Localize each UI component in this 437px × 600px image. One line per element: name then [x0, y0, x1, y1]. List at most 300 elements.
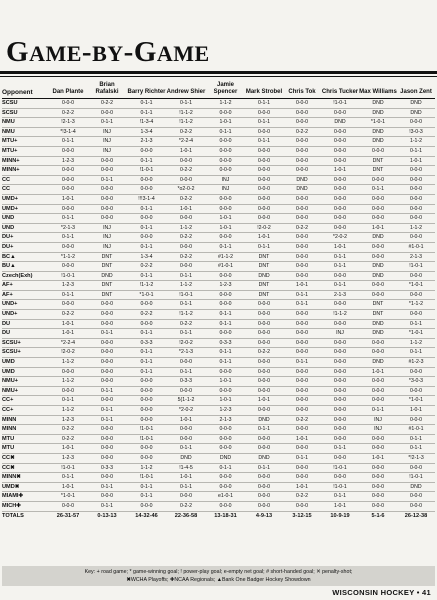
stat-cell: 1-0-1 [166, 473, 206, 483]
stat-cell: 0-0-0 [206, 194, 245, 204]
stat-cell: 1-0-1 [49, 482, 87, 492]
game-by-game-table [2, 80, 435, 520]
totals-cell: 4-9-13 [245, 511, 283, 520]
stat-cell: DND [359, 329, 397, 339]
stat-cell: 1-1-2 [49, 377, 87, 387]
stat-cell: DND [87, 271, 127, 281]
stat-cell: 0-1-1 [397, 319, 435, 329]
stat-cell: 0-0-0 [245, 166, 283, 176]
stat-cell: DND [359, 99, 397, 109]
stat-cell: 0-0-0 [245, 358, 283, 368]
stat-cell: 0-0-0 [283, 146, 321, 156]
stat-cell: 0-0-0 [321, 185, 359, 195]
table-row [2, 425, 435, 435]
stat-cell: !2-0-2 [245, 223, 283, 233]
stat-cell: 0-2-2 [245, 348, 283, 358]
stat-cell: 0-0-0 [283, 262, 321, 272]
stat-cell: 0-0-0 [283, 214, 321, 224]
stat-cell: 0-1-1 [397, 146, 435, 156]
stat-cell: !1-0-1 [397, 473, 435, 483]
stat-cell: 0-0-0 [206, 425, 245, 435]
opponent-cell: BC▲ [2, 252, 49, 262]
stat-cell: !2-0-2 [49, 348, 87, 358]
stat-cell: 0-1-1 [245, 137, 283, 147]
stat-cell: !1-0-1 [321, 482, 359, 492]
stat-cell: 0-0-0 [283, 204, 321, 214]
opponent-cell: MINN+ [2, 156, 49, 166]
stat-cell: 0-1-1 [397, 348, 435, 358]
stat-cell: 1-1-2 [49, 358, 87, 368]
stat-cell: DNT [245, 252, 283, 262]
stat-cell: 0-2-2 [49, 310, 87, 320]
stat-cell: *1-0-1 [49, 492, 87, 502]
stat-cell: 0-0-0 [245, 175, 283, 185]
stat-cell: 0-0-0 [397, 501, 435, 511]
totals-cell: 3-12-15 [283, 511, 321, 520]
totals-cell: 26-31-57 [49, 511, 87, 520]
stat-cell: 0-0-0 [166, 156, 206, 166]
opponent-cell: DU [2, 329, 49, 339]
stat-cell: 0-0-0 [283, 348, 321, 358]
stat-cell: DND [283, 175, 321, 185]
stat-cell: 0-0-0 [283, 118, 321, 128]
stat-cell: 0-3-3 [87, 463, 127, 473]
stat-cell: *1-0-1 [397, 281, 435, 291]
stat-cell: 0-1-1 [127, 99, 166, 109]
stat-cell: 0-1-1 [206, 127, 245, 137]
stat-cell: 1-0-1 [166, 415, 206, 425]
stat-cell: e1-0-1 [206, 492, 245, 502]
stat-cell: DND [359, 108, 397, 118]
stat-cell: 0-0-0 [359, 252, 397, 262]
stat-cell: #1-1-2 [206, 252, 245, 262]
stat-cell: 0-0-0 [321, 108, 359, 118]
stat-cell: 0-1-1 [245, 99, 283, 109]
stat-cell: 0-0-0 [245, 386, 283, 396]
stat-cell: 0-0-0 [397, 166, 435, 176]
stat-cell: DND [166, 453, 206, 463]
stat-cell: 0-0-0 [359, 473, 397, 483]
column-header-player: Andrew Shier [166, 80, 206, 99]
stat-cell: 0-1-1 [166, 367, 206, 377]
stat-cell: 0-1-1 [49, 473, 87, 483]
stat-cell: 0-0-0 [87, 108, 127, 118]
stat-cell: !2-1-3 [49, 118, 87, 128]
table-row [2, 386, 435, 396]
stat-cell: 1-0-1 [206, 118, 245, 128]
stat-cell: 0-1-1 [321, 492, 359, 502]
stat-cell: 0-2-2 [283, 415, 321, 425]
stat-cell: 0-0-0 [359, 242, 397, 252]
stat-cell: INJ [87, 233, 127, 243]
stat-cell: 0-0-0 [359, 463, 397, 473]
opponent-cell: CC [2, 185, 49, 195]
table-row [2, 127, 435, 137]
stat-cell: 0-0-0 [283, 463, 321, 473]
stat-cell: 1-0-1 [359, 223, 397, 233]
stat-cell: !1-1-2 [166, 310, 206, 320]
stat-cell: 0-0-0 [166, 386, 206, 396]
table-row [2, 300, 435, 310]
stat-cell: *1-0-1 [127, 290, 166, 300]
stat-cell: 0-1-1 [127, 492, 166, 502]
stat-cell: !1-1-2 [166, 108, 206, 118]
totals-row [2, 511, 435, 520]
stat-cell: 0-2-2 [166, 194, 206, 204]
stat-cell: !1-0-1 [127, 425, 166, 435]
stat-cell: 0-1-1 [245, 242, 283, 252]
stat-cell: 0-0-0 [245, 319, 283, 329]
stat-cell: 0-1-1 [166, 271, 206, 281]
stat-cell: 0-1-1 [49, 233, 87, 243]
stat-cell: 1-0-1 [49, 319, 87, 329]
stat-cell: !1-3-4 [127, 118, 166, 128]
column-header-player: Barry Richter [127, 80, 166, 99]
opponent-cell: CC [2, 175, 49, 185]
stat-cell: 1-0-1 [49, 194, 87, 204]
stat-cell: 0-0-0 [87, 194, 127, 204]
stat-cell: 0-0-0 [206, 300, 245, 310]
stat-cell: 0-0-0 [397, 185, 435, 195]
stat-cell: 0-0-0 [283, 194, 321, 204]
stat-cell: INJ [87, 146, 127, 156]
stat-cell: 0-0-0 [206, 146, 245, 156]
stat-cell: 0-1-1 [127, 329, 166, 339]
stat-cell: 0-0-0 [206, 108, 245, 118]
stat-cell: 1-2-3 [49, 156, 87, 166]
stat-cell: 1-0-1 [397, 406, 435, 416]
stat-cell: 0-1-1 [87, 501, 127, 511]
stat-cell: 0-0-0 [49, 175, 87, 185]
stat-cell: 0-0-0 [245, 434, 283, 444]
stat-cell: 1-1-2 [166, 223, 206, 233]
stat-cell: 1-0-1 [206, 223, 245, 233]
stat-cell: 0-0-0 [127, 233, 166, 243]
stat-cell: 0-0-0 [166, 175, 206, 185]
game-by-game-table-wrapper [2, 80, 435, 520]
table-row [2, 367, 435, 377]
stat-cell: 0-0-0 [245, 406, 283, 416]
table-row [2, 329, 435, 339]
stat-cell: 0-0-0 [87, 300, 127, 310]
stat-cell: DND [359, 262, 397, 272]
stat-cell: 0-0-0 [321, 415, 359, 425]
stat-cell: DNT [245, 262, 283, 272]
stat-cell: 0-0-0 [321, 175, 359, 185]
stat-cell: 0-1-1 [245, 118, 283, 128]
table-row [2, 415, 435, 425]
stat-cell: 1-1-2 [206, 99, 245, 109]
totals-cell: 10-9-19 [321, 511, 359, 520]
stat-cell: 1-0-1 [206, 377, 245, 387]
stat-cell: #1-0-1 [397, 425, 435, 435]
stat-cell: *2-2-4 [49, 338, 87, 348]
stat-cell: 1-1-2 [397, 223, 435, 233]
stat-cell: 0-0-0 [397, 214, 435, 224]
stat-cell: 0-0-0 [245, 194, 283, 204]
stat-cell: 2-1-3 [397, 252, 435, 262]
stat-cell: 0-0-0 [49, 300, 87, 310]
stat-cell: 1-0-1 [397, 156, 435, 166]
table-row [2, 473, 435, 483]
stat-cell: 1-0-1 [245, 396, 283, 406]
stat-cell: #1-0-1 [397, 242, 435, 252]
stat-cell: 0-0-0 [321, 473, 359, 483]
opponent-cell: MINN✖ [2, 473, 49, 483]
stat-cell: 0-0-0 [87, 377, 127, 387]
opponent-cell: NMU+ [2, 377, 49, 387]
stat-cell: !1-0-1 [127, 166, 166, 176]
stat-cell: 0-0-0 [87, 214, 127, 224]
opponent-cell: MTU+ [2, 137, 49, 147]
stat-cell: 0-0-0 [49, 166, 87, 176]
stat-cell: 0-2-2 [166, 319, 206, 329]
stat-cell: 0-0-0 [359, 146, 397, 156]
stat-cell: DNT [359, 166, 397, 176]
stat-cell: 0-1-1 [397, 444, 435, 454]
stat-cell: 0-0-0 [206, 204, 245, 214]
stat-cell: 0-0-0 [49, 242, 87, 252]
opponent-cell: Czech(Exh) [2, 271, 49, 281]
stat-cell: DND [245, 415, 283, 425]
opponent-cell: SCSU [2, 99, 49, 109]
opponent-cell: SCSU [2, 108, 49, 118]
key-line-2: ✖WCHA Playoffs; ✚NCAA Regionals; ▲Bank One Badger Hockey Showdown [126, 577, 311, 583]
stat-cell: 0-1-1 [49, 396, 87, 406]
stat-cell: 0-0-0 [206, 271, 245, 281]
table-row [2, 156, 435, 166]
stat-cell: 0-0-0 [206, 156, 245, 166]
table-row [2, 118, 435, 128]
opponent-cell: UND+ [2, 300, 49, 310]
stat-cell: 0-0-0 [283, 501, 321, 511]
stat-cell: #1-0-1 [206, 262, 245, 272]
stat-cell: 0-1-1 [166, 300, 206, 310]
stat-cell: 0-0-0 [283, 233, 321, 243]
stat-cell: 0-0-0 [49, 501, 87, 511]
stat-cell: !1-1-2 [127, 281, 166, 291]
table-row [2, 194, 435, 204]
stat-cell: 0-0-0 [166, 242, 206, 252]
stat-cell: 1-0-1 [166, 204, 206, 214]
stat-cell: 0-0-0 [127, 501, 166, 511]
opponent-cell: AF+ [2, 290, 49, 300]
stat-cell: 0-0-0 [245, 473, 283, 483]
stat-cell: 0-0-0 [283, 444, 321, 454]
stat-cell: 0-0-0 [245, 329, 283, 339]
stat-cell: 0-0-0 [321, 396, 359, 406]
table-row [2, 319, 435, 329]
stat-cell: !!!3-1-4 [127, 194, 166, 204]
totals-cell: 5-1-6 [359, 511, 397, 520]
table-row [2, 137, 435, 147]
table-row [2, 492, 435, 502]
stat-cell: 0-0-0 [87, 338, 127, 348]
stat-cell: 0-0-0 [87, 166, 127, 176]
stat-cell: 1-0-1 [321, 501, 359, 511]
stat-cell: 0-1-1 [87, 175, 127, 185]
opponent-cell: SCSU+ [2, 338, 49, 348]
opponent-cell: UMD [2, 367, 49, 377]
stat-cell: DND [206, 453, 245, 463]
stat-cell: 0-0-0 [166, 492, 206, 502]
stat-cell: 0-0-0 [127, 300, 166, 310]
stat-cell: 0-0-0 [127, 175, 166, 185]
stat-cell: DNT [87, 252, 127, 262]
stat-cell: 0-1-1 [283, 290, 321, 300]
stat-cell: 0-2-2 [166, 166, 206, 176]
stat-cell: 0-0-0 [359, 482, 397, 492]
stat-cell: 0-1-1 [321, 281, 359, 291]
stat-cell: 0-0-0 [283, 425, 321, 435]
stat-cell: INJ [359, 415, 397, 425]
table-row [2, 214, 435, 224]
stat-cell: DNT [87, 290, 127, 300]
stat-cell: 0-0-0 [49, 185, 87, 195]
stat-cell: 0-0-0 [359, 204, 397, 214]
stat-cell: 1-2-3 [49, 453, 87, 463]
stat-cell: 0-0-0 [245, 204, 283, 214]
stat-cell: 0-0-0 [359, 194, 397, 204]
stat-cell: INJ [206, 185, 245, 195]
stat-cell: *!3-1-4 [49, 127, 87, 137]
table-row [2, 146, 435, 156]
table-row [2, 281, 435, 291]
stat-cell: DND [359, 319, 397, 329]
stat-cell: 0-0-0 [245, 108, 283, 118]
stat-cell: 0-0-0 [245, 310, 283, 320]
stat-cell: 0-0-0 [87, 319, 127, 329]
stat-cell: 0-0-0 [321, 319, 359, 329]
stat-cell: 0-1-1 [127, 348, 166, 358]
stat-cell: 0-0-0 [359, 492, 397, 502]
totals-cell: 22-36-58 [166, 511, 206, 520]
stat-cell: DND [245, 453, 283, 463]
stat-cell: 1-0-1 [359, 453, 397, 463]
stat-cell: DND [359, 137, 397, 147]
opponent-cell: MTU+ [2, 146, 49, 156]
stat-cell: 0-0-0 [166, 214, 206, 224]
stat-cell: 0-0-0 [206, 386, 245, 396]
column-header-player: Max Williams [359, 80, 397, 99]
column-header-player: Chris Tucker [321, 80, 359, 99]
stat-cell: 0-0-0 [127, 386, 166, 396]
stat-cell: #1-2-3 [397, 358, 435, 368]
stat-cell: 1-2-3 [49, 281, 87, 291]
stat-cell: *1-0-1 [397, 329, 435, 339]
stat-cell: 0-0-0 [283, 252, 321, 262]
opponent-cell: MTU [2, 444, 49, 454]
totals-cell: 26-12-38 [397, 511, 435, 520]
stat-cell: 0-1-1 [127, 156, 166, 166]
stat-cell: 0-0-0 [206, 444, 245, 454]
stat-cell: 0-0-0 [321, 146, 359, 156]
opponent-cell: MIAMI✚ [2, 492, 49, 502]
stat-cell: 0-0-0 [49, 262, 87, 272]
stat-cell: 0-0-0 [206, 233, 245, 243]
table-row [2, 406, 435, 416]
stat-cell: 0-0-0 [245, 300, 283, 310]
stat-cell: *1-1-2 [49, 252, 87, 262]
stat-cell: 0-0-0 [359, 501, 397, 511]
stat-cell: 0-1-1 [245, 425, 283, 435]
column-header-player: Chris Tok [283, 80, 321, 99]
stat-cell: 0-2-2 [166, 501, 206, 511]
stat-cell: 0-0-0 [127, 444, 166, 454]
stat-cell: 1-2-3 [206, 406, 245, 416]
stat-cell: 0-1-1 [166, 482, 206, 492]
table-header-row [2, 80, 435, 99]
table-row [2, 166, 435, 176]
column-header-player: Mark Strobel [245, 80, 283, 99]
stat-cell: 0-0-0 [87, 358, 127, 368]
stat-cell: 0-0-0 [245, 444, 283, 454]
table-row [2, 262, 435, 272]
stat-cell: 0-1-1 [87, 415, 127, 425]
stat-cell: 0-1-1 [49, 290, 87, 300]
stat-cell: DND [359, 358, 397, 368]
stat-cell: 0-0-0 [49, 146, 87, 156]
table-row [2, 444, 435, 454]
stat-cell: 0-0-0 [397, 492, 435, 502]
stat-cell: 0-0-0 [359, 444, 397, 454]
stat-cell: 0-0-0 [359, 348, 397, 358]
column-header-player: Jamie Spencer [206, 80, 245, 99]
stat-cell: 0-1-1 [166, 444, 206, 454]
column-header-opponent: Opponent [2, 80, 49, 99]
stat-cell: 0-0-0 [87, 185, 127, 195]
table-row [2, 348, 435, 358]
stat-cell: 1-1-2 [49, 406, 87, 416]
stat-cell: DND [359, 127, 397, 137]
stat-cell: 0-0-0 [87, 204, 127, 214]
stat-cell: 0-1-1 [127, 482, 166, 492]
table-row [2, 271, 435, 281]
totals-cell: 14-32-46 [127, 511, 166, 520]
opponent-cell: BU▲ [2, 262, 49, 272]
stat-cell: 1-1-2 [397, 137, 435, 147]
stat-cell: 0-0-0 [245, 127, 283, 137]
stat-cell: !1-0-1 [166, 290, 206, 300]
stat-cell: 0-0-0 [321, 214, 359, 224]
title-rule-thin [0, 76, 437, 77]
table-row [2, 108, 435, 118]
stat-cell: 1-0-1 [206, 396, 245, 406]
stat-cell: 0-0-0 [127, 377, 166, 387]
stat-cell: !1-1-2 [166, 118, 206, 128]
stat-cell: 0-1-1 [127, 358, 166, 368]
stat-cell: 0-1-1 [127, 223, 166, 233]
stat-cell: 0-2-2 [49, 108, 87, 118]
stat-cell: DNT [359, 300, 397, 310]
stat-cell: 0-2-2 [166, 127, 206, 137]
stat-cell: 0-0-0 [206, 290, 245, 300]
stat-cell: 0-0-0 [359, 386, 397, 396]
stat-cell: 5(1-1-2 [166, 396, 206, 406]
totals-cell: 13-18-31 [206, 511, 245, 520]
stat-cell: 1-0-1 [359, 367, 397, 377]
column-header-player: Jason Zent [397, 80, 435, 99]
table-row [2, 233, 435, 243]
opponent-cell: CC+ [2, 396, 49, 406]
stat-cell: *2-0-2 [321, 233, 359, 243]
stat-cell: 1-0-1 [321, 242, 359, 252]
stat-cell: !1-0-1 [49, 463, 87, 473]
stat-cell: INJ [87, 223, 127, 233]
stat-cell: 0-0-0 [127, 415, 166, 425]
stat-cell: 0-1-1 [49, 214, 87, 224]
stat-cell: 0-0-0 [87, 367, 127, 377]
